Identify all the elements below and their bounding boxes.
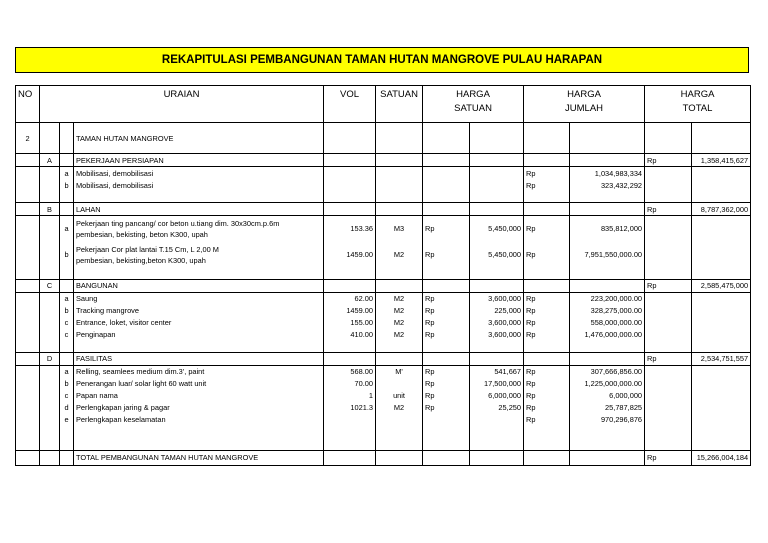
- category-name: PEKERJAAN PERSIAPAN: [74, 154, 324, 167]
- header-harga-total: HARGA TOTAL: [645, 86, 751, 123]
- spacer-row: [16, 426, 751, 437]
- currency-label: Rp: [645, 450, 692, 465]
- table-row: a Saung 62.00 M2 Rp 3,600,000 Rp 223,200,000.00: [16, 292, 751, 305]
- category-name: LAHAN: [74, 203, 324, 216]
- grand-total-row: [16, 450, 751, 465]
- category-name: FASILITAS: [74, 352, 324, 365]
- category-letter: A: [40, 154, 60, 167]
- category-total: 2,585,475,000: [692, 279, 751, 292]
- category-row-d: [16, 352, 751, 365]
- header-harga-jumlah: HARGA JUMLAH: [524, 86, 645, 123]
- header-no: NO: [16, 86, 40, 123]
- section-row: [16, 123, 751, 154]
- spacer-row: [16, 191, 751, 203]
- section-number: 2: [16, 123, 40, 154]
- document-title: REKAPITULASI PEMBANGUNAN TAMAN HUTAN MANGROVE PULAU HARAPAN: [15, 47, 749, 73]
- header-satuan: SATUAN: [376, 86, 423, 123]
- table-row: b Tracking mangrove 1459.00 M2 Rp 225,000 Rp 328,275,000.00: [16, 305, 751, 317]
- header-vol: VOL: [324, 86, 376, 123]
- table-row: b Mobilisasi, demobilisasi Rp 323,432,292: [16, 179, 751, 191]
- category-row-c: [16, 279, 751, 292]
- table-row: b Pekerjaan Cor plat lantai T.15 Cm, L 2,00 M pembesian, bekisting,beton K300, upah 1459.00 M2 Rp 5,450,000 Rp 7,951,550,000.00: [16, 242, 751, 268]
- table-row: c Entrance, loket, visitor center 155.00 M2 Rp 3,600,000 Rp 558,000,000.00: [16, 317, 751, 329]
- category-total: 2,534,751,557: [692, 352, 751, 365]
- spacer-row: [16, 437, 751, 451]
- table-row: a Relling, seamlees medium dim.3', paint 568.00 M' Rp 541,667 Rp 307,666,856.00: [16, 365, 751, 378]
- currency-label: Rp: [645, 203, 692, 216]
- table-row: a Mobilisasi, demobilisasi Rp 1,034,983,334: [16, 167, 751, 180]
- recap-table: [15, 85, 751, 466]
- category-row-a: [16, 154, 751, 167]
- grand-total-label: TOTAL PEMBANGUNAN TAMAN HUTAN MANGROVE: [74, 450, 324, 465]
- table-row: c Papan nama 1 unit Rp 6,000,000 Rp 6,000,000: [16, 390, 751, 402]
- category-row-b: [16, 203, 751, 216]
- spacer-row: [16, 268, 751, 280]
- currency-label: Rp: [645, 154, 692, 167]
- category-letter: D: [40, 352, 60, 365]
- table-row: b Penerangan luar/ solar light 60 watt unit 70.00 Rp 17,500,000 Rp 1,225,000,000.00: [16, 378, 751, 390]
- section-name: TAMAN HUTAN MANGROVE: [74, 123, 324, 154]
- table-row: a Pekerjaan ting pancang/ cor beton u.tiang dim. 30x30cm.p.6m pembesian, bekisting, beton K300, upah 153.36 M3 Rp 5,450,000 Rp 835,812,000: [16, 216, 751, 242]
- category-letter: C: [40, 279, 60, 292]
- header-harga-satuan: HARGA SATUAN: [423, 86, 524, 123]
- category-name: BANGUNAN: [74, 279, 324, 292]
- category-total: 1,358,415,627: [692, 154, 751, 167]
- table-row: d Perlengkapan jaring & pagar 1021.3 M2 Rp 25,250 Rp 25,787,825: [16, 402, 751, 414]
- category-total: 8,787,362,000: [692, 203, 751, 216]
- category-letter: B: [40, 203, 60, 216]
- grand-total-value: 15,266,004,184: [692, 450, 751, 465]
- currency-label: Rp: [645, 352, 692, 365]
- table-row: c Penginapan 410.00 M2 Rp 3,600,000 Rp 1,476,000,000.00: [16, 329, 751, 341]
- spacer-row: [16, 341, 751, 353]
- header-row: [16, 86, 751, 123]
- currency-label: Rp: [645, 279, 692, 292]
- header-uraian: URAIAN: [40, 86, 324, 123]
- table-row: e Perlengkapan keselamatan Rp 970,296,876: [16, 414, 751, 426]
